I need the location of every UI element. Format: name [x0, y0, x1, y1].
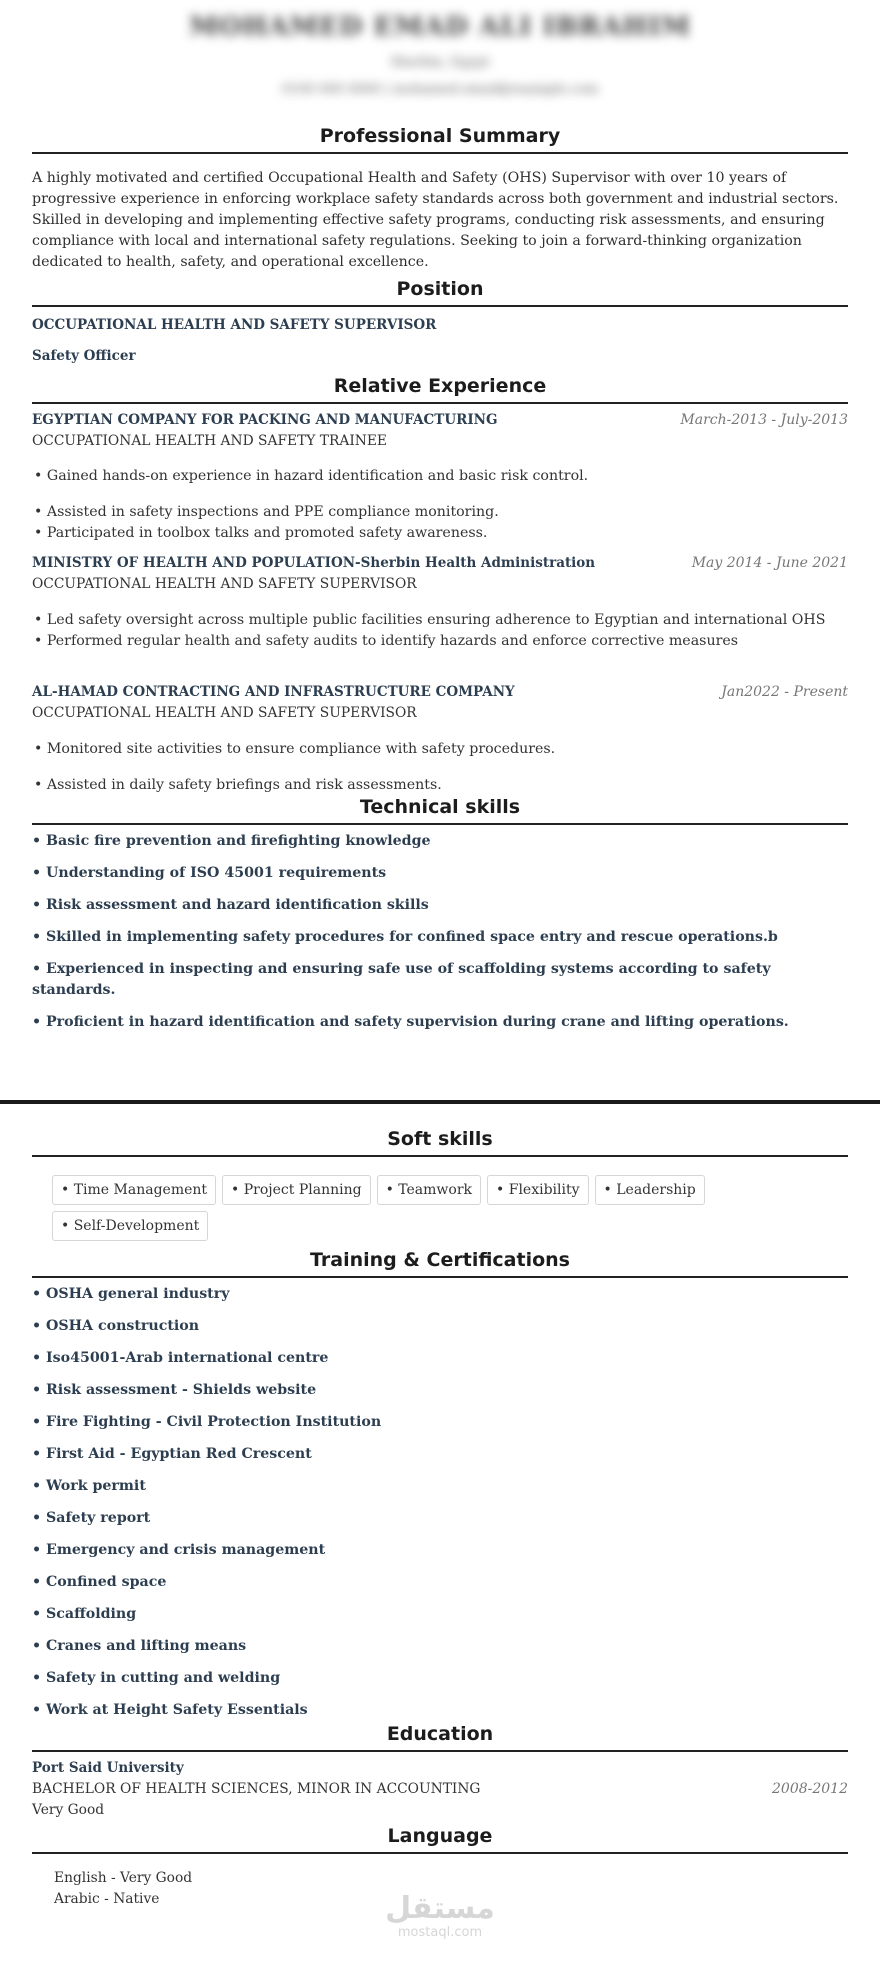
training-item: • First Aid - Egyptian Red Crescent [32, 1446, 312, 1462]
summary-text: A highly motivated and certified Occupational Health and Safety (OHS) Supervisor with over 10 years of progressive experience in enforcing workplace safety standards across both government and industrial sectors. Skilled in developing and implementing effective safety programs, conducting risk assessments, and ensuring compliance with local and international safety regulations. Seeking to join a forward-thinking organization dedicated to health, safety, and operational excellence. [32, 170, 839, 270]
candidate-contact: 0100 000 0000 | mohamed.emad@example.com [281, 82, 599, 97]
resume-page-2 [0, 1106, 880, 1980]
technical-skill-item: • Basic fire prevention and firefighting knowledge [32, 833, 431, 849]
position-item: OCCUPATIONAL HEALTH AND SAFETY SUPERVISOR [32, 317, 437, 333]
experience-bullet: • Participated in toolbox talks and promoted safety awareness. [34, 525, 488, 541]
soft-skill-chip: • Time Management [52, 1175, 216, 1205]
technical-skill-item: • Understanding of ISO 45001 requirements [32, 865, 387, 881]
job-role: OCCUPATIONAL HEALTH AND SAFETY TRAINEE [32, 433, 388, 449]
soft-skill-chip: • Leadership [595, 1175, 705, 1205]
section-title-soft-skills: Soft skills [32, 1128, 848, 1157]
soft-skill-chip: • Project Planning [222, 1175, 371, 1205]
technical-skill-item: • Skilled in implementing safety procedures for confined space entry and rescue operations.b [32, 929, 778, 945]
soft-skills-list [52, 1175, 828, 1241]
page-divider [0, 1100, 880, 1104]
school-name: Port Said University [32, 1760, 184, 1776]
watermark-latin: mostaql.com [397, 1925, 483, 1940]
job-role: OCCUPATIONAL HEALTH AND SAFETY SUPERVISOR [32, 576, 417, 592]
experience-bullet: • Led safety oversight across multiple public facilities ensuring adherence to Egyptian and international OHS [34, 612, 826, 628]
employment-dates: Jan2022 - Present [721, 684, 848, 700]
company-name: MINISTRY OF HEALTH AND POPULATION-Sherbin Health Administration [32, 555, 596, 571]
position-item: Safety Officer [32, 348, 136, 364]
training-item: • Risk assessment - Shields website [32, 1382, 317, 1398]
training-item: • Confined space [32, 1574, 167, 1590]
employment-dates: May 2014 - June 2021 [691, 555, 848, 571]
experience-bullet: • Assisted in daily safety briefings and risk assessments. [34, 777, 442, 793]
watermark-arabic: مستقل [385, 1891, 495, 1926]
language-item: Arabic - Native [54, 1891, 160, 1907]
training-item: • Cranes and lifting means [32, 1638, 247, 1654]
training-item: • OSHA general industry [32, 1286, 230, 1302]
experience-entry [32, 682, 848, 796]
experience-bullet: • Gained hands-on experience in hazard identification and basic risk control. [34, 468, 589, 484]
training-item: • Scaffolding [32, 1606, 137, 1622]
soft-skill-chip: • Teamwork [377, 1175, 481, 1205]
training-item: • Emergency and crisis management [32, 1542, 326, 1558]
soft-skill-chip: • Self-Development [52, 1211, 208, 1241]
section-title-language: Language [32, 1825, 848, 1854]
experience-bullet: • Monitored site activities to ensure compliance with safety procedures. [34, 741, 556, 757]
job-role: OCCUPATIONAL HEALTH AND SAFETY SUPERVISOR [32, 705, 417, 721]
company-name: EGYPTIAN COMPANY FOR PACKING AND MANUFACTURING [32, 412, 498, 428]
language-item: English - Very Good [54, 1870, 193, 1886]
education-dates: 2008-2012 [772, 1781, 848, 1797]
training-item: • Work at Height Safety Essentials [32, 1702, 308, 1718]
candidate-location: Sherbin, Egypt [390, 55, 490, 70]
section-title-training: Training & Certifications [32, 1249, 848, 1278]
experience-bullet: • Assisted in safety inspections and PPE compliance monitoring. [34, 504, 499, 520]
experience-bullet: • Performed regular health and safety audits to identify hazards and enforce corrective measures [34, 633, 739, 649]
education-grade: Very Good [32, 1802, 105, 1818]
watermark-logo [385, 1893, 495, 1940]
technical-skill-item: • Proficient in hazard identification and safety supervision during crane and lifting operations. [32, 1014, 789, 1030]
resume-header [0, 0, 880, 125]
experience-entry [32, 410, 848, 544]
training-item: • Safety report [32, 1510, 151, 1526]
technical-skill-item: • Experienced in inspecting and ensuring safe use of scaffolding systems according to safety standards. [32, 961, 771, 998]
experience-entry [32, 553, 848, 652]
employment-dates: March-2013 - July-2013 [680, 412, 848, 428]
technical-skill-item: • Risk assessment and hazard identification skills [32, 897, 429, 913]
section-title-position: Position [32, 278, 848, 307]
section-title-technical-skills: Technical skills [32, 796, 848, 825]
soft-skill-chip: • Flexibility [487, 1175, 589, 1205]
candidate-name: MOHAMED EMAD ALI IBRAHIM [189, 12, 691, 42]
training-item: • OSHA construction [32, 1318, 200, 1334]
degree-name: BACHELOR OF HEALTH SCIENCES, MINOR IN ACCOUNTING [32, 1781, 481, 1797]
training-item: • Work permit [32, 1478, 146, 1494]
section-title-education: Education [32, 1723, 848, 1752]
section-title-experience: Relative Experience [32, 375, 848, 404]
training-item: • Iso45001-Arab international centre [32, 1350, 329, 1366]
company-name: AL-HAMAD CONTRACTING AND INFRASTRUCTURE COMPANY [32, 684, 515, 700]
section-title-summary: Professional Summary [32, 125, 848, 154]
training-item: • Fire Fighting - Civil Protection Institution [32, 1414, 382, 1430]
training-item: • Safety in cutting and welding [32, 1670, 281, 1686]
